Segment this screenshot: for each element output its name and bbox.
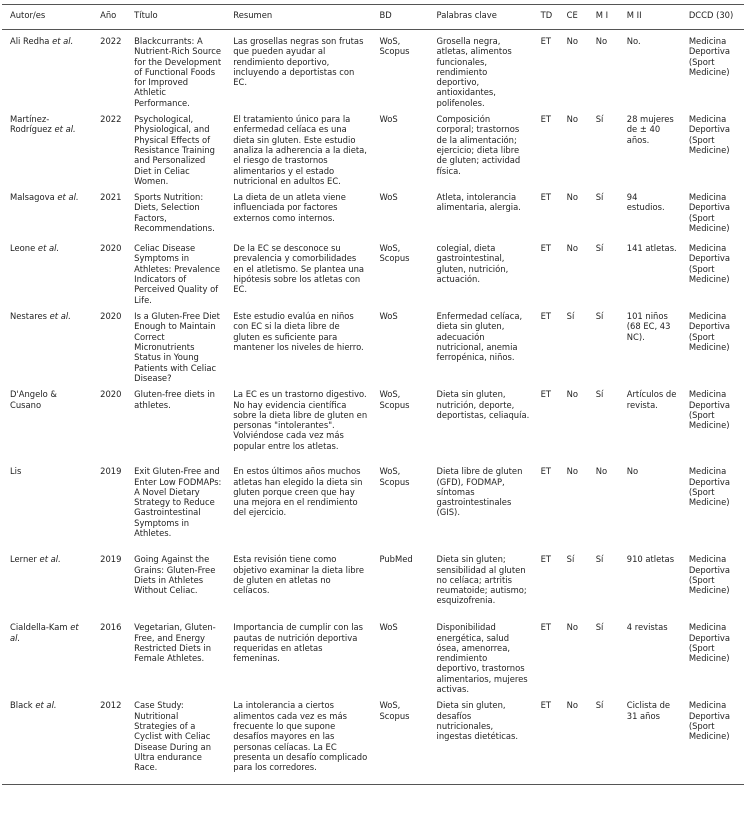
cell-author: Leone et al. [10,243,60,254]
cell-td: ET [533,694,559,785]
cell-dccd: Medicina Deportiva (Sport Medicine) [688,36,730,77]
cell-dccd: Medicina Deportiva (Sport Medicine) [688,389,730,431]
cell-summary: Esta revisión tiene como objetivo examinar la dieta libre de gluten en atletas no celíacos. [233,554,365,596]
cell-m2: No [626,466,639,477]
cell-database: WoS, Scopus [379,389,410,410]
table-row [2,237,744,305]
table-row [2,108,744,186]
cell-database: WoS [379,114,398,125]
header-ce: CE [559,5,588,30]
cell-title: Celiac Disease Symptoms in Athletes: Prevalence Indicators of Perceived Quality of Life. [134,243,221,305]
cell-title: Blackcurrants: A Nutrient-Rich Source for the Development of Functional Foods for Improved Athletic Performance. [134,36,222,108]
cell-keywords: Composición corporal; trastornos de la alimentación; ejercicio; dieta libre de gluten; actividad física. [436,114,521,176]
cell-keywords: Atleta, intolerancia alimentaria, alergia. [436,192,521,213]
table-row [2,460,744,548]
cell-td: ET [540,36,552,46]
cell-m2: 101 niños (68 EC, 43 NC). [626,311,671,342]
cell-m1: Sí [595,389,604,400]
cell-keywords: Dieta sin gluten; sensibilidad al gluten no celíaca; artritis reumatoide; autismo; esquizofrenia. [436,554,527,606]
cell-year: 2020 [100,389,122,400]
cell-author: Cialdella-Kam et al. [10,622,79,643]
cell-author: Black et al. [2,694,92,785]
cell-td: ET [540,466,552,477]
cell-m1: Sí [595,114,604,125]
cell-m2: No. [626,36,641,46]
cell-m1: Sí [595,243,604,254]
cell-m2: 28 mujeres de ± 40 años. [626,114,674,145]
header-title: Título [126,5,225,30]
table-row [2,694,744,785]
cell-title: Gluten-free diets in athletes. [134,389,215,410]
cell-keywords: colegial, dieta gastrointestinal, gluten, nutrición, actuación. [436,243,509,285]
cell-ce: No [566,243,579,254]
cell-summary: Este estudio evalúa en niños con EC si la dieta libre de gluten es suficiente para mantener los niveles de hierro. [233,311,364,353]
cell-keywords: Dieta libre de gluten (GFD), FODMAP, síntomas gastrointestinales (GIS). [436,466,523,518]
cell-td: ET [540,243,552,254]
header-keywords: Palabras clave [429,5,533,30]
cell-author: Lis [10,466,22,477]
cell-year: 2020 [100,243,122,254]
cell-dccd: Medicina Deportiva (Sport Medicine) [688,622,730,664]
cell-keywords: Disponibilidad energética, salud ósea, amenorrea, rendimiento deportivo, trastornos alimentarios, mujeres activas. [436,622,528,695]
cell-m2: 94 estudios. [626,192,665,213]
cell-author: Lerner et al. [10,554,61,565]
studies-table [2,4,744,785]
cell-td: ET [540,311,552,322]
cell-database: WoS, Scopus [379,36,410,57]
cell-database: WoS [379,311,398,322]
cell-title: Case Study: Nutritional Strategies of a Cyclist with Celiac Disease During an Ultra endurance Race. [126,694,225,785]
cell-summary: En estos últimos años muchos atletas han elegido la dieta sin gluten porque creen que hay una mejora en el rendimiento del ejercicio. [233,466,363,518]
cell-author: Nestares et al. [10,311,71,322]
cell-keywords: Dieta sin gluten, nutrición, deporte, deportistas, celiaquía. [436,389,530,420]
cell-dccd: Medicina Deportiva (Sport Medicine) [688,192,730,234]
cell-author: Martínez-Rodríguez et al. [10,114,76,135]
header-m2: M II [619,5,681,30]
cell-database: WoS, Scopus [379,466,410,487]
cell-m1: No [595,466,608,477]
header-dccd: DCCD (30) [681,5,744,30]
cell-author: D'Angelo & Cusano [10,389,57,410]
cell-td: ET [540,389,552,400]
cell-dccd: Medicina Deportiva (Sport Medicine) [688,243,730,285]
cell-keywords: Enfermedad celíaca, dieta sin gluten, adecuación nutricional, anemia ferropénica, niños. [436,311,523,363]
cell-year: 2019 [100,466,122,477]
table-header-row [2,5,744,30]
cell-title: Exit Gluten-Free and Enter Low FODMAPs: A Novel Dietary Strategy to Reduce Gastrointestinal Symptoms in Athletes. [134,466,222,539]
cell-ce: No [566,622,579,633]
cell-dccd: Medicina Deportiva (Sport Medicine) [688,554,730,596]
cell-dccd: Medicina Deportiva (Sport Medicine) [688,466,730,508]
cell-database: WoS, Scopus [371,694,428,785]
cell-summary: El tratamiento único para la enfermedad celíaca es una dieta sin gluten. Este estudio analiza la adherencia a la dieta, el riesgo de trastornos alimentarios y el estado nutricional en adultos EC. [233,114,367,186]
header-database: BD [371,5,428,30]
cell-m1: Sí [595,192,604,203]
cell-m2: 4 revistas [626,622,668,633]
header-authors: Autor/es [2,5,92,30]
cell-m2: 910 atletas [626,554,675,565]
cell-m1: No [595,36,608,46]
cell-m1: Sí [595,311,604,322]
cell-author: Ali Redha et al. [10,36,74,46]
cell-ce: No [566,466,579,477]
table-row [2,548,744,616]
header-year: Año [92,5,126,30]
cell-m1: Sí [595,622,604,633]
cell-year: 2016 [100,622,122,633]
cell-database: PubMed [379,554,413,565]
cell-td: ET [540,114,552,125]
header-m1: M I [588,5,619,30]
cell-year: 2021 [100,192,122,203]
cell-m2: Artículos de revista. [626,389,677,410]
cell-summary: Importancia de cumplir con las pautas de nutrición deportiva requeridas en atletas femeninas. [233,622,364,664]
cell-title: Going Against the Grains: Gluten-Free Diets in Athletes Without Celiac. [134,554,216,596]
cell-ce: Sí [566,311,575,322]
cell-year: 2012 [92,694,126,785]
table-row [2,30,744,109]
cell-m1: Sí [588,694,619,785]
cell-summary: La intolerancia a ciertos alimentos cada vez es más frecuente lo que supone desafíos mayores en las personas celíacas. La EC presenta un desafío complicado para los corredores. [225,694,371,785]
cell-ce: No [566,114,579,125]
cell-dccd: Medicina Deportiva (Sport Medicine) [681,694,744,785]
header-summary: Resumen [225,5,371,30]
table-row [2,305,744,383]
table-row [2,616,744,694]
cell-ce: No [559,694,588,785]
cell-dccd: Medicina Deportiva (Sport Medicine) [688,114,730,155]
cell-ce: No [566,36,579,46]
cell-m2: 141 atletas. [626,243,677,254]
cell-keywords: Grosella negra, atletas, alimentos funcionales, rendimiento deportivo, antioxidantes, polifenoles. [436,36,512,108]
cell-summary: La EC es un trastorno digestivo. No hay evidencia científica sobre la dieta libre de gluten en personas "intolerantes". Volviéndose cada vez más popular entre los atletas. [233,389,368,451]
cell-database: WoS [379,622,398,633]
header-td: TD [533,5,559,30]
cell-td: ET [540,554,552,565]
cell-ce: No [566,192,579,203]
cell-dccd: Medicina Deportiva (Sport Medicine) [688,311,730,353]
cell-title: Psychological, Physiological, and Physical Effects of Resistance Training and Personalized Diet in Celiac Women. [134,114,215,186]
cell-database: WoS, Scopus [379,243,410,264]
cell-td: ET [540,192,552,203]
cell-summary: De la EC se desconoce su prevalencia y comorbilidades en el atletismo. Se plantea una hipótesis sobre los atletas con EC. [233,243,365,295]
cell-year: 2019 [100,554,122,565]
cell-author: Malsagova et al. [10,192,79,203]
cell-year: 2022 [100,36,122,46]
cell-m2: Ciclista de 31 años [619,694,681,785]
table-row [2,383,744,460]
cell-title: Is a Gluten-Free Diet Enough to Maintain Correct Micronutrients Status in Young Patients with Celiac Disease? [134,311,220,383]
cell-summary: La dieta de un atleta viene influenciada por factores externos como internos. [233,192,346,223]
cell-keywords: Dieta sin gluten, desafíos nutricionales, ingestas dietéticas. [429,694,533,785]
cell-year: 2022 [100,114,122,125]
cell-m1: Sí [595,554,604,565]
cell-title: Sports Nutrition: Diets, Selection Factors, Recommendations. [134,192,215,234]
cell-ce: Sí [566,554,575,565]
cell-title: Vegetarian, Gluten-Free, and Energy Restricted Diets in Female Athletes. [134,622,216,664]
cell-ce: No [566,389,579,400]
table-row [2,186,744,237]
cell-database: WoS [379,192,398,203]
cell-summary: Las grosellas negras son frutas que pueden ayudar al rendimiento deportivo, incluyendo a deportistas con EC. [233,36,364,88]
cell-year: 2020 [100,311,122,322]
cell-td: ET [540,622,552,633]
